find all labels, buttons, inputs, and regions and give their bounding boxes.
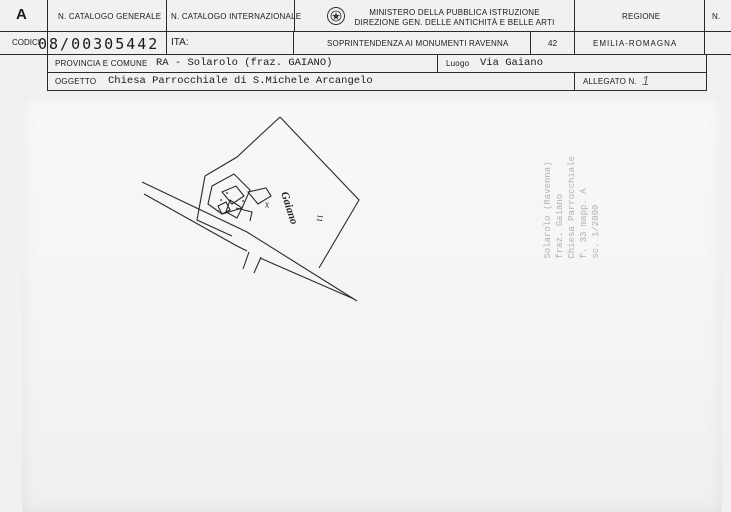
handwritten-margin-note: [542, 156, 602, 259]
map-place-label: Gaiano: [278, 190, 300, 226]
divider: [293, 31, 294, 54]
catalogo-generale-label: N. CATALOGO GENERALE: [58, 12, 162, 21]
provincia-label: PROVINCIA E COMUNE: [55, 59, 148, 68]
divider: [0, 54, 731, 55]
codici-label: CODICI: [12, 38, 40, 47]
oggetto-value: Chiesa Parrocchiale di S.Michele Arcangelo: [108, 75, 373, 87]
ita-label: ITA:: [171, 37, 189, 48]
margin-note-line-2: fraz. Gaiano: [555, 193, 565, 259]
divider: [574, 72, 575, 90]
divider: [0, 31, 731, 32]
margin-note-line-3: Chiesa Parrocchiale: [567, 156, 577, 259]
republic-emblem-icon: [326, 6, 346, 31]
n-label: N.: [712, 12, 721, 21]
margin-note-line-1: Solarolo (Ravenna): [543, 161, 553, 259]
codici-value: 08/00305442: [38, 35, 160, 53]
side-lane-left: [243, 252, 249, 269]
divider: [47, 90, 707, 91]
parcel-number: 11: [314, 213, 325, 223]
cadastral-map-photo: [22, 96, 722, 512]
road-edge-lower-left: [144, 194, 247, 251]
divider: [47, 72, 707, 73]
divider: [437, 54, 438, 72]
divider: [574, 31, 575, 54]
allegato-label: ALLEGATO N.: [583, 77, 637, 86]
divider: [166, 0, 167, 54]
divider: [706, 54, 707, 90]
divider: [574, 0, 575, 31]
road-edge-upper: [142, 182, 357, 301]
provincia-value: RA - Solarolo (fraz. GAIANO): [156, 57, 333, 69]
margin-note-line-5: sc. 1/2000: [591, 204, 601, 259]
divider: [704, 0, 705, 54]
divider: [530, 31, 531, 54]
regione-value: EMILIA-ROMAGNA: [593, 39, 678, 48]
luogo-value: Via Gaiano: [480, 57, 544, 69]
church-building: [222, 186, 244, 204]
soprintendenza-number: 42: [548, 39, 558, 48]
luogo-label: Luogo: [446, 59, 470, 68]
road-edge-lower-right: [260, 258, 354, 299]
regione-label: REGIONE: [622, 12, 661, 21]
oggetto-label: OGGETTO: [55, 77, 97, 86]
parcel-boundary: [280, 117, 359, 268]
soprintendenza: SOPRINTENDENZA AI MONUMENTI RAVENNA: [327, 39, 509, 48]
corner-letter: A: [16, 6, 27, 23]
svg-text:ꭓ: ꭓ: [265, 200, 269, 208]
ministero-line-1: MINISTERO DELLA PUBBLICA ISTRUZIONE: [369, 8, 540, 17]
ministero-line-2: DIREZIONE GEN. DELLE ANTICHITÀ E BELLE ARTI: [354, 18, 555, 27]
parcel-boundary-north: [205, 117, 280, 176]
catalogo-internazionale-label: N. CATALOGO INTERNAZIONALE: [171, 12, 302, 21]
side-lane-right: [254, 257, 261, 273]
allegato-value: 1: [642, 73, 650, 88]
margin-note-line-4: f. 33 mapp. A: [579, 188, 589, 259]
cadastral-map-drawing: [22, 96, 722, 512]
